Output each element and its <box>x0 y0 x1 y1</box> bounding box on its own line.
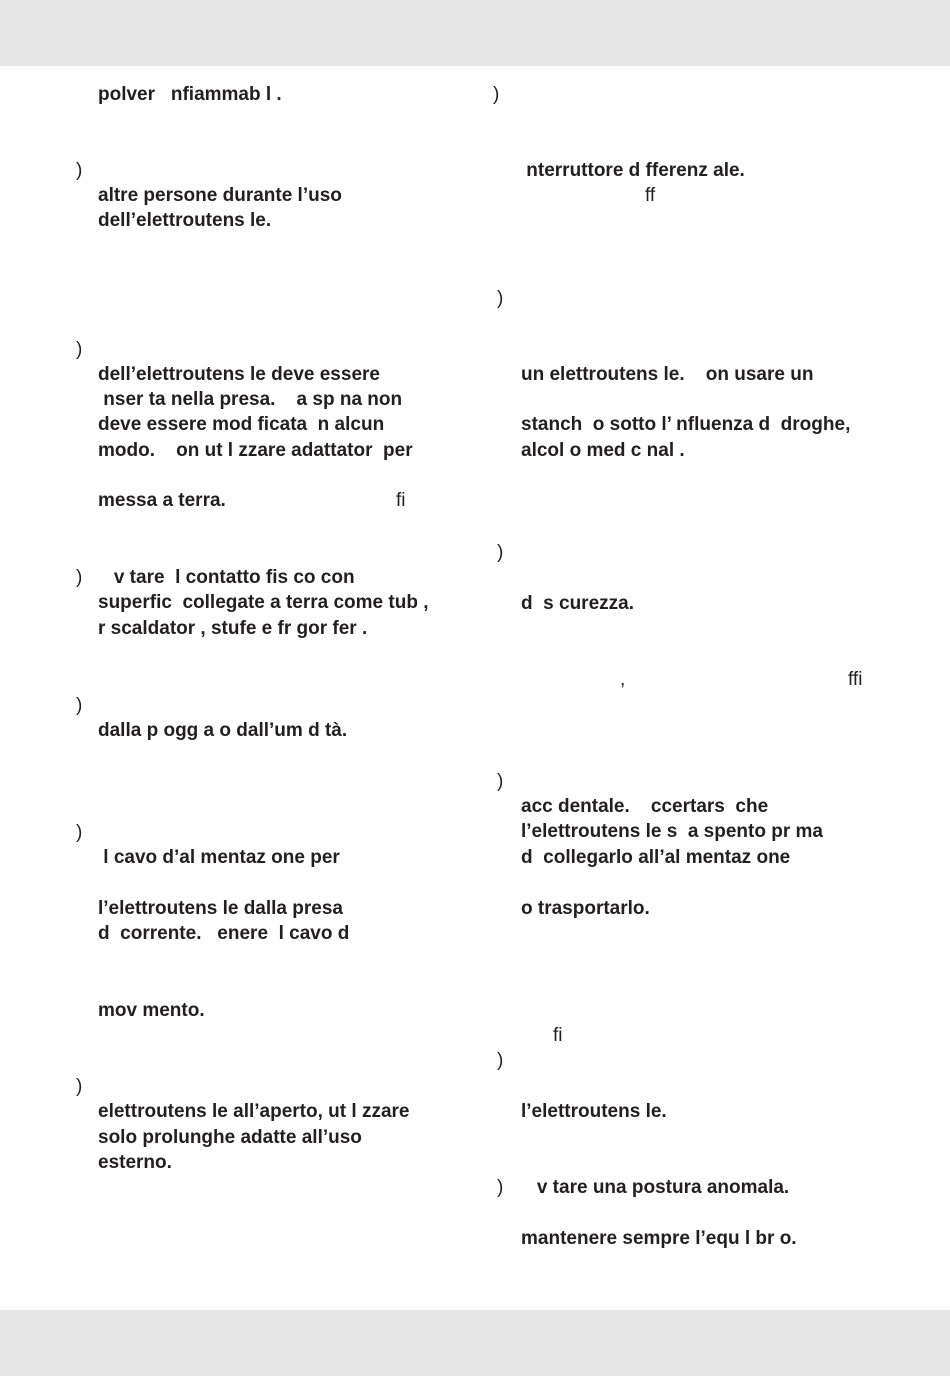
text-line: r scaldator , stufe e fr gor fer . <box>98 618 368 639</box>
list-marker: ) <box>497 1050 504 1071</box>
text-line: altre persone durante l’uso <box>98 185 342 206</box>
text-line: d corrente. enere l cavo d <box>98 923 350 944</box>
text-line: nterruttore d fferenz ale. <box>521 160 745 181</box>
text-line: elettroutens le all’aperto, ut l zzare <box>98 1101 410 1122</box>
text-line: o trasportarlo. <box>521 898 650 919</box>
text-line: d collegarlo all’al mentaz one <box>521 847 791 868</box>
text-line: l’elettroutens le dalla presa <box>98 898 343 919</box>
text-line: l’elettroutens le. <box>521 1101 667 1122</box>
list-marker: ) <box>497 1177 504 1198</box>
text-line: dalla p ogg a o dall’um d tà. <box>98 720 348 741</box>
text-line: esterno. <box>98 1152 172 1173</box>
text-line: dell’elettroutens le. <box>98 210 272 231</box>
text-line: dell’elettroutens le deve essere <box>98 364 380 385</box>
ligature-glyph: fi <box>553 1025 563 1046</box>
text-line: deve essere mod ficata n alcun <box>98 414 385 435</box>
text-line: modo. on ut l zzare adattator per <box>98 440 413 461</box>
ligature-glyph: ff <box>645 185 656 206</box>
ligature-glyph: ffi <box>848 669 863 690</box>
list-marker: ) <box>76 160 83 181</box>
text-line: messa a terra. <box>98 490 226 511</box>
text-line: polver nfiammab l . <box>98 84 282 105</box>
text-line: stanch o sotto l’ nfluenza d droghe, <box>521 414 851 435</box>
text-line: alcol o med c nal . <box>521 440 685 461</box>
text-line: mov mento. <box>98 1000 205 1021</box>
text-line: v tare l contatto fis co con <box>98 567 355 588</box>
list-marker: ) <box>76 822 83 843</box>
list-marker: ) <box>76 695 83 716</box>
header-band <box>0 0 950 66</box>
text-line: mantenere sempre l’equ l br o. <box>521 1228 797 1249</box>
text-line: d s curezza. <box>521 593 634 614</box>
list-marker: ) <box>493 84 500 105</box>
list-marker: ) <box>76 567 83 588</box>
text-line: l cavo d’al mentaz one per <box>98 847 340 868</box>
list-marker: ) <box>497 288 504 309</box>
text-line: acc dentale. ccertars che <box>521 796 769 817</box>
list-marker: ) <box>497 771 504 792</box>
list-marker: ) <box>497 542 504 563</box>
text-line: l’elettroutens le s a spento pr ma <box>521 821 823 842</box>
text-line: nser ta nella presa. a sp na non <box>98 389 403 410</box>
ligature-glyph: fi <box>396 490 406 511</box>
list-marker: ) <box>76 1076 83 1097</box>
list-marker: ) <box>76 339 83 360</box>
text-line: un elettroutens le. on usare un <box>521 364 814 385</box>
comma-glyph: , <box>620 669 626 690</box>
text-line: solo prolunghe adatte all’uso <box>98 1127 362 1148</box>
footer-band <box>0 1310 950 1376</box>
text-line: superfic collegate a terra come tub , <box>98 592 429 613</box>
text-line: v tare una postura anomala. <box>521 1177 790 1198</box>
